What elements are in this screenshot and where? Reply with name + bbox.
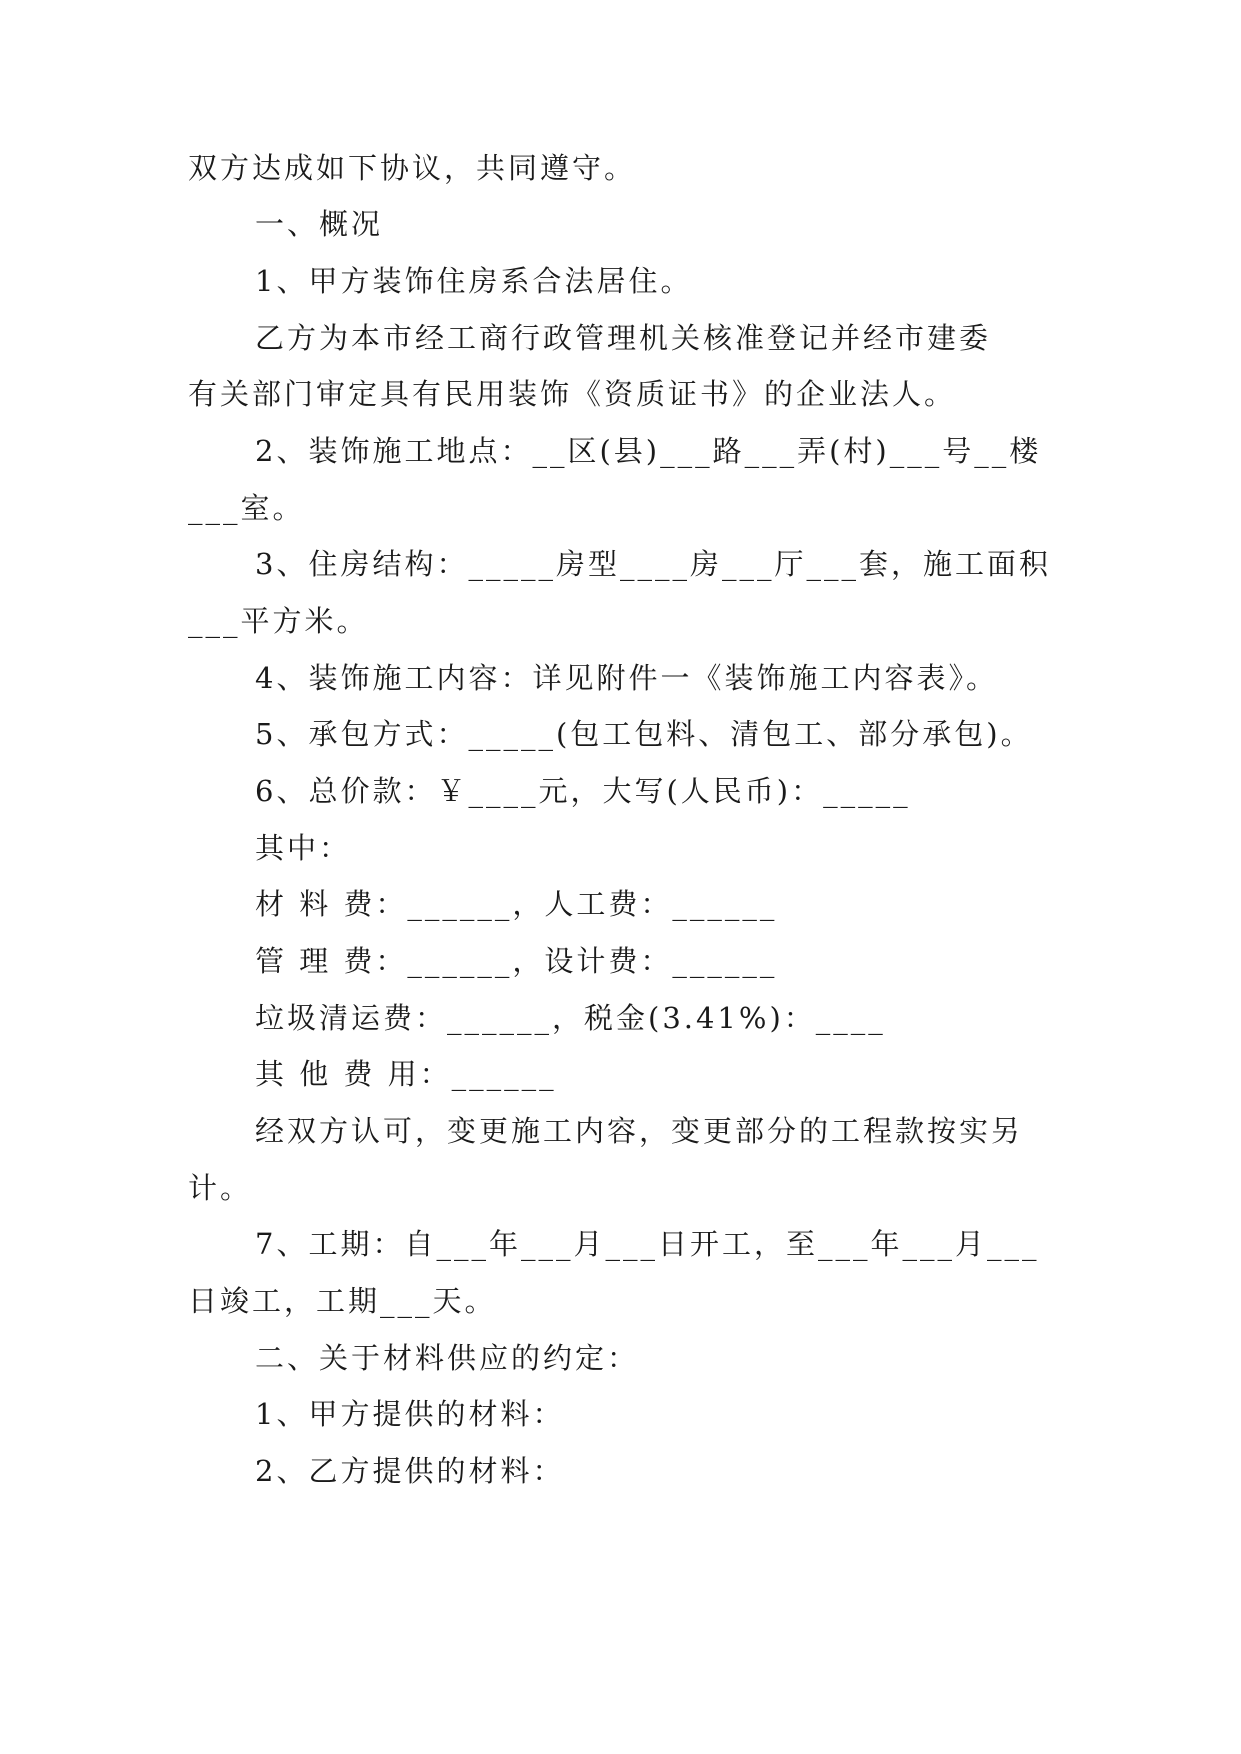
text-line: ___室。 [188, 491, 305, 525]
text-line: 日竣工，工期___天。 [188, 1284, 497, 1318]
text-line: 5、承包方式：_____(包工包料、清包工、部分承包)。 [255, 717, 1033, 751]
text-line: 3、住房结构：_____房型____房___厅___套，施工面积 [255, 547, 1051, 581]
text-line: 7、工期：自___年___月___日开工，至___年___月___ [255, 1227, 1040, 1261]
text-line: 经双方认可，变更施工内容，变更部分的工程款按实另 [255, 1114, 1024, 1148]
text-line: ___平方米。 [188, 604, 369, 638]
text-line: 2、装饰施工地点：__区(县)___路___弄(村)___号__楼 [255, 434, 1042, 468]
section-heading: 二、关于材料供应的约定： [255, 1341, 640, 1375]
section-heading: 一、概况 [255, 207, 384, 241]
text-line: 6、总价款：￥____元，大写(人民币)：_____ [255, 774, 911, 808]
text-line: 2、乙方提供的材料： [255, 1454, 565, 1488]
text-line: 垃圾清运费：______，税金(3.41%)：____ [255, 1001, 886, 1035]
text-line: 双方达成如下协议，共同遵守。 [188, 151, 637, 185]
text-line: 4、装饰施工内容：详见附件一《装饰施工内容表》。 [255, 661, 998, 695]
text-line: 其中： [255, 831, 352, 865]
text-line: 有关部门审定具有民用装饰《资质证书》的企业法人。 [188, 377, 957, 411]
text-line: 计。 [188, 1171, 253, 1205]
text-line: 材 料 费：______，人工费：______ [255, 887, 778, 921]
text-line: 其 他 费 用：______ [255, 1057, 557, 1091]
text-line: 乙方为本市经工商行政管理机关核准登记并经市建委 [255, 321, 992, 355]
text-line: 1、甲方提供的材料： [255, 1397, 565, 1431]
text-line: 管 理 费：______，设计费：______ [255, 944, 778, 978]
text-line: 1、甲方装饰住房系合法居住。 [255, 264, 693, 298]
